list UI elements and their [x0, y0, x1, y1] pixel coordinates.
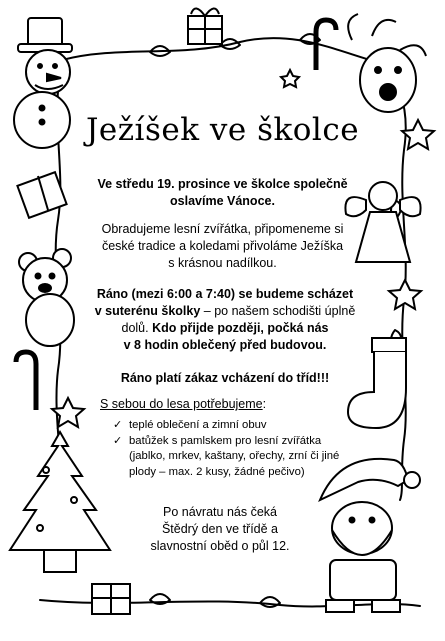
program-line: s krásnou nadílkou.	[168, 256, 277, 270]
packing-list	[113, 418, 353, 480]
closing-line: Štědrý den ve třídě a	[161, 522, 279, 536]
program-line: české tradice a koledami přivoláme Ježíška	[101, 239, 344, 253]
santa-claus-icon	[320, 459, 420, 612]
list-heading	[100, 396, 350, 413]
closing-line: Po návratu nás čeká	[163, 505, 277, 519]
christmas-tree-icon	[10, 432, 110, 572]
candy-cane-icon	[16, 352, 36, 410]
meeting-directions: – po našem schodišti úplně	[200, 304, 356, 318]
late-arrival-note: Kdo přijde později, počká nás	[148, 321, 329, 335]
meeting-location: v suterénu školky	[94, 304, 201, 318]
meeting-paragraph	[70, 286, 380, 354]
warning-text: Ráno platí zákaz vcházení do tříd!!!	[120, 371, 330, 385]
list-item	[113, 418, 353, 434]
program-line: Obradujeme lesní zvířátka, připomeneme si	[101, 222, 344, 236]
reindeer-icon	[348, 14, 426, 112]
list-item-text: teplé oblečení a zimní obuv	[129, 419, 267, 431]
meeting-line	[70, 303, 380, 320]
page-title: Ježíšek ve školce	[85, 112, 360, 148]
gift-box-icon	[188, 8, 222, 44]
gift-box-icon	[92, 584, 130, 614]
closing-line: slavnostní oběd o půl 12.	[150, 539, 290, 553]
list-heading-text: S sebou do lesa potřebujeme	[100, 397, 263, 411]
check-icon: ✓	[113, 419, 123, 431]
meeting-line: v 8 hodin oblečený před budovou.	[123, 338, 327, 352]
intro-paragraph	[50, 176, 395, 210]
meeting-line: Ráno (mezi 6:00 a 7:40) se budeme scházet	[96, 287, 354, 301]
list-heading-colon: :	[262, 397, 267, 411]
closing-paragraph	[110, 504, 330, 555]
meeting-line	[70, 320, 380, 337]
check-icon: ✓	[113, 434, 123, 447]
program-paragraph	[55, 221, 390, 272]
intro-line: Ve středu 19. prosince ve školce společně	[97, 177, 348, 191]
intro-line: oslavíme Vánoce.	[170, 194, 275, 208]
list-item	[113, 434, 353, 481]
list-item-text: batůžek s pamlskem pro lesní zvířátka (jablko, mrkev, kaštany, ořechy, zrní či jiné plody – max. 2 kusy, žádné pečivo)	[129, 434, 340, 478]
meeting-directions-end: dolů.	[121, 321, 149, 335]
